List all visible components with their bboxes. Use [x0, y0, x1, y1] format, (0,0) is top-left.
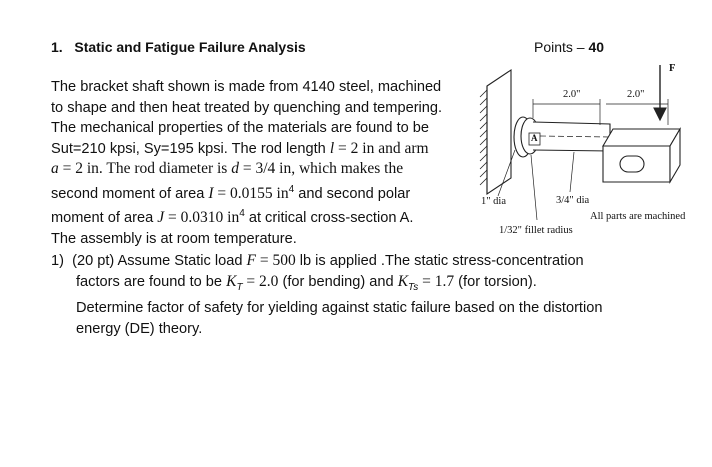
- Kts-value: = 1.7: [418, 272, 455, 290]
- intro-line: The mechanical properties of the materials are found to be: [51, 120, 430, 137]
- fillet-label: 1/32" fillet radius: [499, 225, 573, 236]
- question-number: 1): [51, 253, 64, 269]
- J-exponent: 4: [239, 208, 245, 220]
- arm-slot: [620, 156, 644, 172]
- a-symbol: a: [51, 160, 59, 178]
- dim-right-label: 2.0": [627, 89, 645, 100]
- intro-line: The bracket shaft shown is made from 4140 steel, machined: [51, 79, 442, 95]
- question-text: (for bending) and: [278, 273, 398, 290]
- J-symbol: J: [157, 209, 165, 227]
- a-value: = 2 in. The rod diameter is: [58, 160, 232, 178]
- intro-line: to shape and then heat treated by quenching and tempering.: [51, 99, 443, 116]
- Kt-symbol: K: [226, 272, 237, 290]
- F-symbol: F: [246, 252, 256, 269]
- points-label: Points –: [534, 39, 585, 55]
- Kt-subscript: T: [236, 281, 243, 293]
- question-text: factors are found to be: [76, 273, 227, 290]
- polar-text: moment of area: [51, 210, 158, 227]
- moment-text: and second polar: [294, 185, 411, 202]
- question-line: energy (DE) theory.: [76, 320, 203, 337]
- question-text: lb is applied .The static stress-concentration: [295, 253, 584, 269]
- problem-number: 1.: [51, 39, 63, 55]
- points-value: 40: [588, 39, 605, 55]
- material-props: Sut=210 kpsi, Sy=195 kpsi. The rod length: [51, 140, 326, 157]
- Kts-subscript: Ts: [408, 281, 419, 293]
- Kts-symbol: K: [397, 272, 409, 290]
- moment-text: second moment of area: [51, 185, 209, 202]
- l-value: = 2 in and arm: [334, 139, 429, 157]
- d-symbol: d: [231, 160, 239, 178]
- F-value: = 500: [255, 252, 296, 269]
- wall-hatching: [480, 90, 487, 185]
- J-value: = 0.0310 in: [164, 209, 240, 227]
- question-1: [51, 251, 602, 339]
- question-line: Determine factor of safety for yielding against static failure based on the distortion: [76, 300, 603, 317]
- l-symbol: l: [329, 139, 335, 157]
- problem-title: Static and Fatigue Failure Analysis: [74, 39, 306, 55]
- polar-text: at critical cross-section A.: [244, 210, 414, 227]
- dia-small-label: 3/4" dia: [556, 195, 590, 206]
- question-line: [51, 272, 602, 299]
- section-a-label: A: [531, 133, 538, 143]
- I-value: = 0.0155 in: [213, 184, 289, 202]
- force-label: F: [669, 63, 676, 74]
- Kt-value: = 2.0: [242, 272, 279, 290]
- arm-top: [603, 129, 680, 146]
- machined-note: All parts are machined: [590, 211, 686, 222]
- I-exponent: 4: [288, 183, 295, 195]
- wall-plate: [487, 70, 511, 194]
- dia-large-label: 1" dia: [481, 196, 506, 207]
- question-line: [51, 251, 602, 272]
- intro-line: The assembly is at room temperature.: [51, 230, 297, 247]
- dim-left-label: 2.0": [563, 89, 581, 100]
- question-text: (for torsion).: [454, 273, 537, 290]
- question-text: (20 pt) Assume Static load: [72, 253, 247, 269]
- d-value: = 3/4 in, which makes the: [238, 160, 404, 178]
- I-symbol: I: [208, 184, 214, 202]
